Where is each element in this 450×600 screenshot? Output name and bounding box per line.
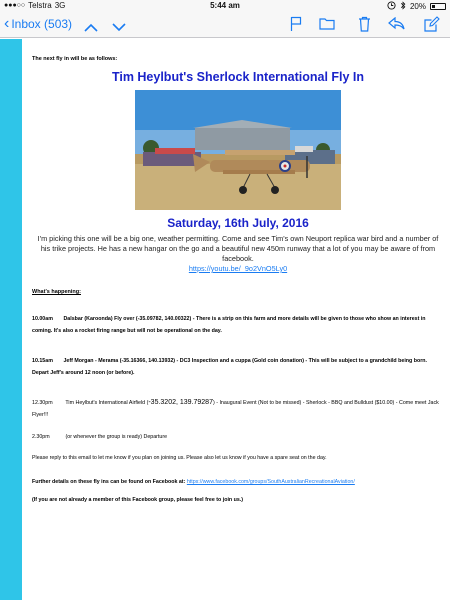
- compose-icon[interactable]: [424, 16, 440, 37]
- schedule-text: (or whenever the group is ready) Departure: [65, 434, 168, 440]
- youtube-link[interactable]: https://youtu.be/_9o2VnO5Ly0: [188, 264, 288, 273]
- schedule-item-3: [32, 397, 444, 421]
- chevron-down-icon[interactable]: [112, 19, 126, 37]
- schedule-time: 12.30pm: [32, 400, 53, 406]
- sidebar-strip: [0, 39, 22, 600]
- schedule-item-4: [32, 431, 444, 443]
- schedule-coords: -35.3202, 139.79287: [148, 399, 213, 406]
- trash-icon[interactable]: [358, 16, 371, 37]
- signal-icon: ●●●○○: [4, 2, 26, 9]
- inbox-back-button[interactable]: [4, 16, 72, 32]
- schedule-time: 10.15am: [32, 358, 53, 364]
- event-date: Saturday, 16th July, 2016: [167, 216, 309, 230]
- chevron-up-icon[interactable]: [84, 19, 98, 37]
- carrier-name: Telstra: [28, 1, 52, 10]
- battery-icon: [430, 3, 446, 10]
- status-time: 5:44 am: [210, 1, 240, 10]
- schedule-text: ) - Inaugural Event (Not to be missed) - Sherlock - BBQ and Bulldust ($10.00) - Come meet Jack Flyer!!!: [32, 400, 439, 418]
- airplane-photo-illustration: [135, 90, 341, 210]
- intro-text: I'm picking this one will be a big one, weather permitting. Come and see Tim's own Neuport replica war bird and a number of his trike projects. He has a new hangar on the go and a beautiful new 450m runway that a lot of you may be aware of from facebook.: [37, 234, 439, 263]
- reply-note: Please reply to this email to let me know if you plan on joining us. Please also let us know if you have a spare seat on the day.: [32, 455, 327, 461]
- reply-icon[interactable]: [388, 17, 405, 35]
- email-lead: The next fly in will be as follows:: [32, 56, 118, 62]
- email-title: Tim Heylbut's Sherlock International Fly In: [111, 70, 365, 84]
- schedule-item-1: [32, 313, 444, 337]
- mail-nav-bar: [0, 12, 450, 38]
- folder-icon[interactable]: [319, 17, 335, 35]
- schedule-item-2: [32, 355, 444, 379]
- status-right: [387, 1, 446, 12]
- intro-paragraph: [32, 234, 444, 274]
- screen-lock-icon: [387, 1, 396, 12]
- whats-happening-heading: What's happening:: [32, 289, 81, 295]
- schedule-text: Dalsbar (Karoonda) Fly over (-35.09782, 140.00322) - There is a strip on this farm and more details will be given to those who show an interest in coming. It's also a rocket firing range but will not be operational on the day.: [32, 316, 426, 334]
- fly-in-photo: [135, 90, 341, 210]
- facebook-details: [32, 479, 444, 485]
- facebook-details-text: Further details on these fly ins can be found on Facebook at:: [32, 479, 187, 485]
- schedule-text: Jeff Morgan - Merama (-35.16366, 140.13932) - DC3 Inspection and a cuppa (Gold coin donation) - This will be subject to a grandchild being born. Depart Jeff's around 12 noon (or before).: [32, 358, 427, 376]
- bluetooth-icon: [400, 1, 406, 12]
- schedule-text: Tim Heylbut's International Airfield (: [65, 400, 149, 406]
- chevron-left-icon: ‹: [4, 15, 10, 32]
- email-body: [32, 56, 444, 503]
- schedule-time: 10.00am: [32, 316, 53, 322]
- schedule-time: 2.30pm: [32, 434, 50, 440]
- battery-percent: 20%: [409, 2, 426, 11]
- member-note: (If you are not already a member of this Facebook group, please feel free to join us.): [32, 497, 244, 503]
- facebook-group-link[interactable]: https://www.facebook.com/groups/SouthAustralianRecreationalAviation/: [186, 479, 355, 485]
- inbox-back-label: Inbox (503): [11, 17, 73, 31]
- network-type: 3G: [54, 1, 66, 10]
- flag-icon[interactable]: [290, 16, 302, 37]
- status-bar: [0, 0, 450, 12]
